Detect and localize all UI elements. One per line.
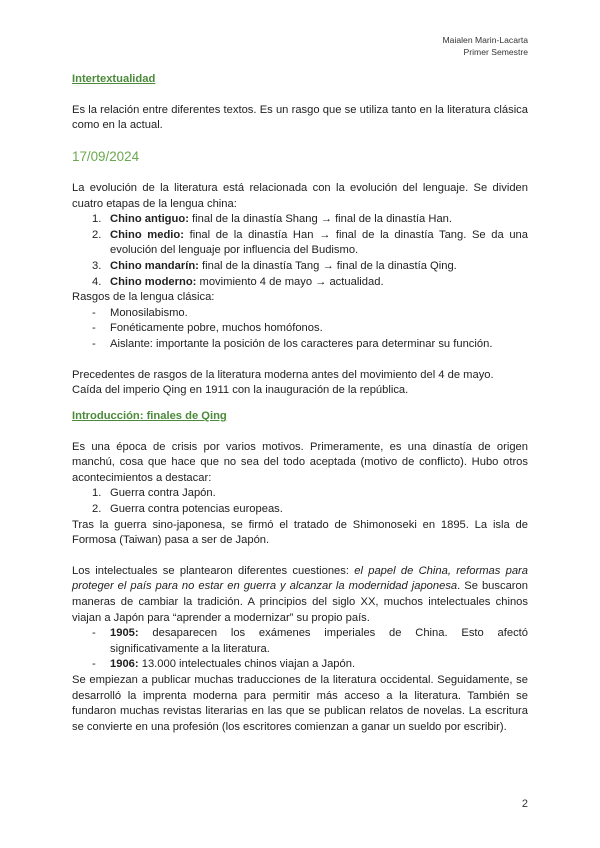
page-number: 2 <box>521 798 528 810</box>
date-heading-block <box>72 149 139 165</box>
evolution-intro: La evolución de la literatura está relacionada con la evolución del lenguaje. Se dividen cuatro etapas de la lengua china: <box>72 182 528 210</box>
list-item: 1. Chino antiguo: final de la dinastía Shang → final de la dinastía Han. <box>92 213 452 226</box>
list-item: - 1906: 13.000 intelectuales chinos viajan a Japón. <box>92 658 356 671</box>
page-header <box>443 35 529 58</box>
list-item: 2. Guerra contra potencias europeas. <box>92 502 283 515</box>
heading-intro-qing: Introducción: finales de Qing <box>72 410 227 422</box>
qing-paragraph-2: Tras la guerra sino-japonesa, se firmó el tratado de Shimonoseki en 1895. La isla de Formosa (Taiwan) pasa a ser de Japón. <box>72 518 528 547</box>
heading-intertextualidad: Intertextualidad <box>72 73 156 85</box>
author-name: Maialen Marin-Lacarta <box>442 35 528 45</box>
traits-label: Rasgos de la lengua clásica: <box>72 291 215 304</box>
facts-list <box>72 626 528 673</box>
semester-label: Primer Semestre <box>463 46 528 57</box>
list-item: 4. Chino moderno: movimiento 4 de mayo → actualidad. <box>92 275 384 288</box>
qing-paragraph-4: Se empiezan a publicar muchas traducciones de la literatura occidental. Seguidamente, se desarrolló la imprenta moderna para permitir más acceso a la literatura. También se fundaron muchas revistas literarias en las que se publican relatos de novelas. La escritura se convierte en una profesión (los escritores comienzan a ganar un sueldo por escribir). <box>72 673 528 733</box>
section-intro-qing <box>72 409 528 735</box>
section-evolution <box>72 181 528 399</box>
qing-paragraph-3: Los intelectuales se plantearon diferentes cuestiones: el papel de China, reformas para proteger el país para no estar en guerra y alcanzar la modernidad japonesa. Se buscaron maneras de cambiar la tradición. A principios del siglo XX, muchos intelectuales chinos viajan a Japón para “aprender a modernizar” su propio país. <box>72 564 529 624</box>
precedents-line-1: Precedentes de rasgos de la literatura moderna antes del movimiento del 4 de mayo. <box>72 368 494 381</box>
list-item: 1. Guerra contra Japón. <box>92 487 216 500</box>
section-intertextualidad <box>72 72 528 134</box>
list-item: - Fonéticamente pobre, muchos homófonos. <box>92 322 323 335</box>
qing-paragraph-1: Es una época de crisis por varios motivos. Primeramente, es una dinastía de origen manchú, cosa que hace que no sea del todo aceptada (motivo de conflicto). Hubo otros acontecimientos a destacar: <box>72 440 528 484</box>
precedents-line-2: Caída del imperio Qing en 1911 con la inauguración de la república. <box>72 384 409 397</box>
list-item: 2. Chino medio: final de la dinastía Han → final de la dinastía Tang. Se da una evolución del lenguaje por influencia del Budismo. <box>92 228 529 257</box>
intertext-paragraph: Es la relación entre diferentes textos. Es un rasgo que se utiliza tanto en la literatura clásica como en la actual. <box>72 103 528 132</box>
date-heading: 17/09/2024 <box>72 149 140 164</box>
list-item: - Aislante: importante la posición de los caracteres para determinar su función. <box>92 337 493 350</box>
list-item: - 1905: desaparecen los exámenes imperiales de China. Esto afectó significativamente a la literatura. <box>92 627 528 655</box>
stages-list <box>72 212 528 290</box>
events-list <box>72 486 528 517</box>
list-item: 3. Chino mandarín: final de la dinastía Tang → final de la dinastía Qing. <box>92 259 457 272</box>
list-item: - Monosilabismo. <box>92 306 188 319</box>
traits-list <box>72 306 528 353</box>
